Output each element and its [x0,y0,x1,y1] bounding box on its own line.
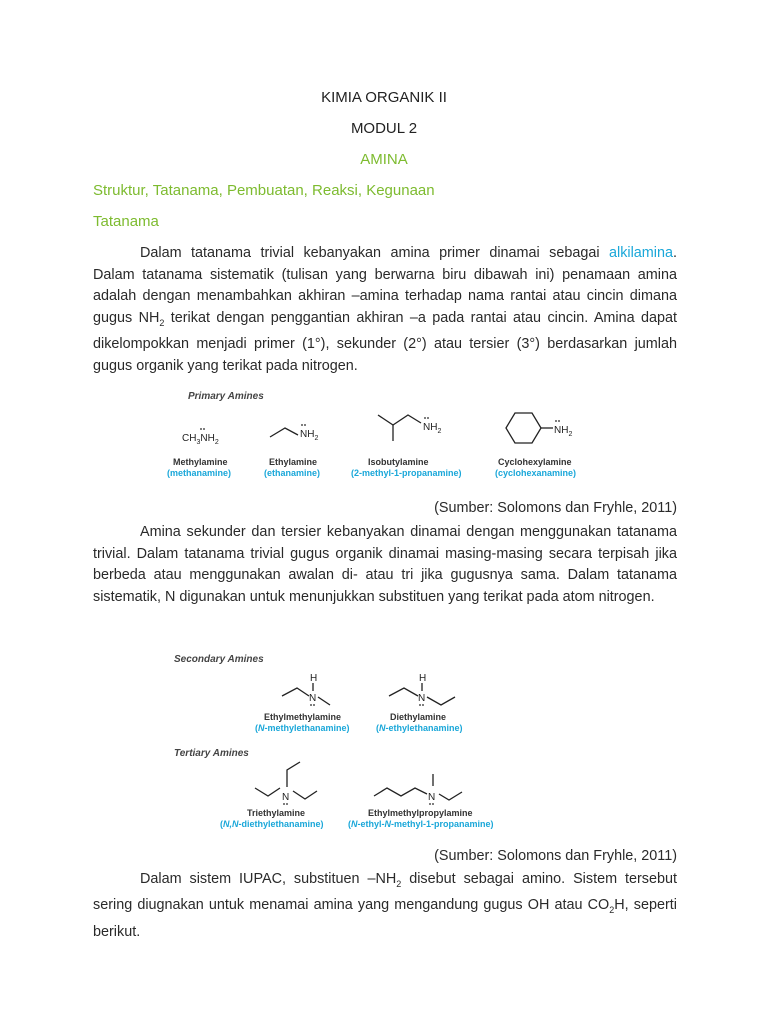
paragraph-text: H, seperti berikut. [93,897,677,940]
module-title: MODUL 2 [350,120,418,137]
course-title: KIMIA ORGANIK II [321,89,447,106]
figure-title: Primary Amines [188,391,264,402]
compound-name: Ethylmethylamine [264,712,342,722]
svg-text:H: H [419,673,427,684]
compound-name: Isobutylamine [368,457,429,467]
compound-iupac: (N-ethyl-N-methyl-1-propanamine) [348,819,494,829]
compound-iupac: (2-methyl-1-propanamine) [351,468,462,478]
svg-text:NH2: $NH_2$ [300,429,319,442]
subscript: 2 [609,905,615,916]
compound-iupac: (cyclohexanamine) [495,468,577,478]
paragraph-iupac-amino [93,869,677,944]
paragraph-text: disebut sebagai amino. Sistem tersebut sering diugnakan untuk menamai amina yang mengandung gugus OH atau CO [93,871,678,914]
ethylmethylamine-structure [282,673,330,706]
compound-iupac: (N-ethylethanamine) [376,723,463,733]
subscript: 2 [159,317,165,328]
cyclohexylamine-structure [506,413,572,443]
paragraph-text: terikat dengan penggantian akhiran –a pada rantai atau cincin. Amina dapat dikelompokkan menjadi primer (1°), sekunder (2°) atau tersier (3°) berdasarkan jumlah gugus organik yang terikat pada nitrogen. [93,309,677,374]
figure-title: Secondary Amines [174,654,264,665]
ethylamine-structure [270,424,318,442]
diethylamine-structure [389,673,455,706]
compound-name: Diethylamine [390,712,447,722]
svg-text:CH3NH2: $CH_3NH_2$ [182,433,219,446]
svg-text:NH2: $NH_2$ [423,422,442,435]
compound-name: Methylamine [173,457,228,467]
source-citation: (Sumber: Solomons dan Fryhle, 2011) [434,848,677,864]
svg-text:H: H [310,673,318,684]
paragraph-text: Dalam sistem IUPAC, substituen –NH [140,871,397,887]
compound-name: Ethylamine [269,457,318,467]
compound-iupac: (ethanamine) [264,468,321,478]
section-subtitle: Struktur, Tatanama, Pembuatan, Reaksi, Kegunaan [93,182,435,199]
paragraph-secondary-tertiary: Amina sekunder dan tersier kebanyakan dinamai dengan menggunakan tatanama trivial. Dalam tatanama trivial gugus organik dinamai masing-masing secara terpisah jika berbeda atau menggunakan awalan di- atau tri jika gugusnya sama. Dalam tatanama sistematik, N digunakan untuk menunjukkan substituen yang terikat pada atom nitrogen. [93,524,677,605]
compound-name: Triethylamine [247,808,306,818]
svg-text:N: N [282,792,290,803]
compound-iupac: (N,N-diethylethanamine) [220,819,324,829]
methylamine-structure [182,428,219,446]
primary-amines-figure [165,385,605,485]
svg-text:N: N [309,693,317,704]
topic-title: AMINA [360,151,408,168]
compound-name: Ethylmethylpropylamine [368,808,473,818]
compound-name: Cyclohexylamine [498,457,572,467]
paragraph-intro [93,243,677,377]
triethylamine-structure [255,762,317,805]
compound-iupac: (N-methylethanamine) [255,723,350,733]
section-heading: Tatanama [93,213,159,230]
svg-text:NH2: $NH_2$ [554,425,573,438]
svg-text:N: N [418,693,426,704]
compound-iupac: (methanamine) [167,468,232,478]
subscript: 2 [396,878,402,889]
ethylmethylpropylamine-structure [374,774,462,805]
source-citation: (Sumber: Solomons dan Fryhle, 2011) [434,500,677,516]
svg-text:N: N [428,792,436,803]
alkilamina-term: alkilamina [609,245,673,261]
paragraph-text: . Dalam tatanama sistematik (tulisan yang berwarna biru dibawah ini) penamaan amina adalah dengan menambahkan akhiran –amina terhadap nama rantai atau cincin dimana gugus NH [93,245,677,326]
isobutylamine-structure [378,415,441,441]
secondary-tertiary-amines-figure [165,648,525,838]
paragraph-text: Dalam tatanama trivial kebanyakan amina primer dinamai sebagai [140,245,609,261]
figure-title: Tertiary Amines [174,748,249,759]
